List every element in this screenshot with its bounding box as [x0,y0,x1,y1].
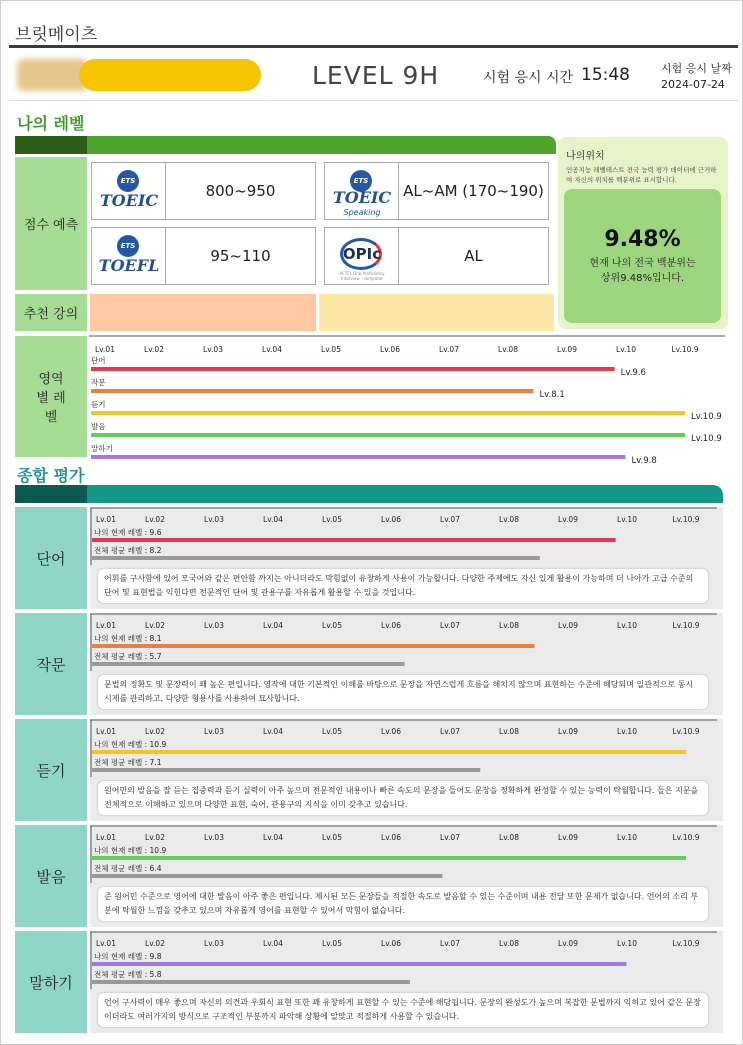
detail-chart-tick-label: Lv.06 [381,621,401,630]
detail-comment: 언어 구사력이 매우 좋으며 자신의 의견과 우회식 표현 또한 꽤 유창하게 표현할 수 있는 수준에 해당됩니다. 문장의 완성도가 높으며 복잡한 문법까지 익히고 있어 같은 문장이더라도 여러가지의 방식으로 구조적인 부분까지 파악해 상황에 알맞고 적절하게 사용할 수 있습니다. [98,993,708,1027]
position-percent: 9.48% [604,227,681,252]
detail-chart-tick-label: Lv.10.9 [672,833,700,842]
detail-chart-svg [90,613,723,673]
detail-chart-svg [90,931,723,991]
section-my-level-title: 나의 레벨 [17,114,85,133]
detail-chart-tick-label: Lv.03 [204,621,224,630]
course-label-text: 추천 강의 [23,307,79,322]
detail-chart-tick-label: Lv.03 [204,939,224,948]
detail-chart-tick-label: Lv.10 [617,515,637,524]
detail-chart-my-level-label: 나의 현재 레벨 : 10.9 [94,846,167,855]
detail-chart-tick-label: Lv.08 [499,621,519,630]
detail-chart-tick-label: Lv.05 [322,833,342,842]
detail-chart-tick-label: Lv.10.9 [672,515,700,524]
detail-chart-tick-label: Lv.02 [145,833,165,842]
area-chart-bar [91,367,615,371]
detail-label-text: 발음 [36,867,66,886]
area-chart-tick-label: Lv.09 [557,345,577,354]
ets-badge-icon: ETS [350,170,372,192]
detail-chart-tick-label: Lv.06 [381,727,401,736]
detail-chart-svg [90,507,723,567]
detail-chart-average-bar [92,874,442,878]
position-sub2: 상위9.48%입니다. [600,273,685,284]
course-label [15,294,87,331]
detail-chart-tick-label: Lv.02 [145,515,165,524]
toeic-speaking-logo [325,163,399,219]
detail-chart-tick-label: Lv.02 [145,939,165,948]
area-chart-tick-label: Lv.06 [380,345,400,354]
detail-panel [90,507,723,609]
header-divider [9,45,738,48]
detail-chart-my-level-bar [92,644,534,648]
detail-chart-tick-label: Lv.08 [499,939,519,948]
detail-comment: 어휘를 구사함에 있어 모국어와 같은 편안함 까지는 아니더라도 막힘없이 유창하게 사용이 가능합니다. 다양한 주제에도 자신 있게 활용이 가능하며 더 나아가 고급 수준의 단어 및 표현법을 익힌다면 전문적인 단어 및 관용구를 자유롭게 활용할 수 있을 것입니다. [98,569,708,603]
detail-chart-tick-label: Lv.10 [617,833,637,842]
detail-chart-svg [90,825,723,885]
area-level-chart [89,335,725,466]
area-chart-svg [89,335,725,466]
detail-label-text: 작문 [36,655,66,674]
detail-chart-tick-label: Lv.10 [617,727,637,736]
area-chart-value-label: Lv.10.9 [691,412,722,422]
detail-chart-tick-label: Lv.10 [617,939,637,948]
detail-chart-tick-label: Lv.09 [558,833,578,842]
detail-chart-tick-label: Lv.10 [617,621,637,630]
detail-chart-average-label: 전체 평균 레벨 : 5.7 [94,652,162,661]
area-chart-category-label: 듣기 [91,400,106,409]
area-chart-tick-label: Lv.10 [616,345,636,354]
detail-chart-tick-label: Lv.04 [263,939,283,948]
detail-panel [90,719,723,821]
detail-chart-tick-label: Lv.07 [440,727,460,736]
detail-chart-tick-label: Lv.08 [499,515,519,524]
area-label-text: 영역별 레벨 [36,372,66,425]
area-chart-tick-label: Lv.07 [439,345,459,354]
detail-chart-average-label: 전체 평균 레벨 : 7.1 [94,758,162,767]
area-chart-tick-label: Lv.04 [262,345,282,354]
recommended-course-1[interactable] [90,294,316,331]
toefl-logo-text: TOEFL [98,256,160,275]
area-chart-tick-label: Lv.01 [95,345,115,354]
toefl-score: 95~110 [210,247,271,265]
position-sub1: 현재 나의 전국 백분위는 [589,258,696,269]
detail-label [15,507,87,609]
detail-chart-tick-label: Lv.09 [558,727,578,736]
detail-chart-my-level-label: 나의 현재 레벨 : 9.8 [94,952,162,961]
level-title: LEVEL 9H [312,61,440,90]
detail-chart-my-level-label: 나의 현재 레벨 : 8.1 [94,634,162,643]
detail-chart-my-level-bar [92,962,626,966]
date-label: 시험 응시 날짜 [661,62,732,75]
detail-chart-tick-label: Lv.04 [263,621,283,630]
detail-chart-tick-label: Lv.03 [204,833,224,842]
detail-comment: 준 원어민 수준으로 영어에 대한 발음이 아주 좋은 편입니다. 제시된 모든 문장들을 적절한 속도로 발음할 수 있는 수준이며 내용 전달 또한 문제가 없습니다. 언어의 소리 부분에 탁월한 느낌을 갖추고 있으며 자유롭게 영어를 표현할 수 있어서 막힘이 없습니다. [98,887,708,921]
opic-logo-sub: ACTFL Oral Proficiency Interview - computer [339,271,385,281]
detail-chart-average-label: 전체 평균 레벨 : 6.4 [94,864,162,873]
toeic-speaking-card [324,162,549,220]
toeic-score: 800~950 [205,182,276,200]
detail-chart-tick-label: Lv.07 [440,515,460,524]
detail-chart-tick-label: Lv.05 [322,939,342,948]
score-label-text: 점수 예측 [23,218,79,233]
detail-chart-tick-label: Lv.04 [263,833,283,842]
detail-chart-tick-label: Lv.09 [558,515,578,524]
detail-chart-average-label: 전체 평균 레벨 : 5.8 [94,970,162,979]
area-label [15,336,87,457]
opic-score: AL [464,247,483,265]
detail-chart-tick-label: Lv.06 [381,515,401,524]
detail-chart-tick-label: Lv.05 [322,515,342,524]
detail-chart-tick-label: Lv.01 [96,515,116,524]
ets-badge-icon: ETS [117,170,139,192]
position-box [564,189,721,323]
toeic-card [91,162,316,220]
my-position-panel [558,137,728,329]
time-label: 시험 응시 시간 [483,70,574,86]
toeic-speaking-logo-text: TOEIC [332,188,392,207]
detail-chart-my-level-bar [92,538,616,542]
area-chart-tick-label: Lv.03 [203,345,223,354]
area-chart-value-label: Lv.10.9 [691,434,722,444]
detail-chart-tick-label: Lv.07 [440,833,460,842]
detail-chart-tick-label: Lv.09 [558,939,578,948]
detail-chart-tick-label: Lv.05 [322,727,342,736]
toeic-speaking-score: AL~AM (170~190) [403,182,544,200]
area-chart-category-label: 단어 [91,356,106,365]
detail-chart-tick-label: Lv.01 [96,727,116,736]
score-label [15,157,87,290]
detail-label [15,825,87,927]
detail-chart-tick-label: Lv.04 [263,515,283,524]
detail-chart-my-level-label: 나의 현재 레벨 : 9.6 [94,528,162,537]
detail-chart-my-level-bar [92,750,686,754]
section-band-2 [15,485,723,503]
detail-label [15,931,87,1033]
toeic-logo-text: TOEIC [99,191,159,210]
toeic-speaking-logo-sub: Speaking [343,208,381,217]
detail-comment: 원어민의 발음을 잘 듣는 집중력과 듣기 실력이 아주 높으며 전문적인 내용이나 빠른 속도의 문장을 들어도 문장을 정확하게 완성할 수 있는 능력이 탁월합니다. 들은 지문을 전체적으로 이해하고 있으며 다양한 표현, 숙어, 관용구의 지식을 이미 갖추고 있습니다. [98,781,708,815]
date-value: 2024-07-24 [661,78,725,91]
recommended-course-2[interactable] [319,294,554,331]
detail-label [15,719,87,821]
detail-label-text: 말하기 [29,973,73,992]
area-chart-category-label: 말하기 [91,444,113,453]
section-band [15,136,556,154]
detail-chart-tick-label: Lv.03 [204,727,224,736]
area-chart-category-label: 작문 [91,378,106,387]
detail-label-text: 듣기 [36,761,66,780]
brand-name: 브릿메이츠 [15,25,98,45]
detail-comment: 문법의 정확도 및 문장력이 꽤 높은 편입니다. 영작에 대한 기본적인 이해를 바탕으로 문장을 자연스럽게 흐름을 해치지 않으며 표현하는 수준에 해당되며 일관적으로 동시 시제를 관리하고, 다양한 형용사를 사용하여 묘사합니다. [98,675,708,709]
detail-chart-my-level-bar [92,856,686,860]
toefl-logo [92,228,166,284]
detail-chart-svg [90,719,723,779]
detail-chart-tick-label: Lv.01 [96,939,116,948]
detail-chart-tick-label: Lv.02 [145,727,165,736]
name-banner [79,59,261,91]
area-chart-bar [91,433,685,437]
detail-chart-tick-label: Lv.10.9 [672,727,700,736]
detail-panel [90,613,723,715]
ets-badge-icon: ETS [117,235,139,257]
detail-chart-tick-label: Lv.10.9 [672,621,700,630]
detail-label [15,613,87,715]
detail-chart-tick-label: Lv.07 [440,939,460,948]
detail-chart-tick-label: Lv.01 [96,621,116,630]
detail-chart-average-bar [92,662,405,666]
detail-chart-tick-label: Lv.09 [558,621,578,630]
detail-chart-tick-label: Lv.10.9 [672,939,700,948]
detail-label-text: 단어 [36,549,66,568]
area-chart-tick-label: Lv.10.9 [671,345,699,354]
detail-chart-tick-label: Lv.04 [263,727,283,736]
detail-chart-tick-label: Lv.07 [440,621,460,630]
detail-chart-tick-label: Lv.01 [96,833,116,842]
area-chart-value-label: Lv.9.6 [620,368,646,378]
detail-panel [90,825,723,927]
area-chart-value-label: Lv.9.8 [631,456,657,466]
detail-chart-average-bar [92,556,540,560]
blurred-name [17,59,87,91]
detail-chart-tick-label: Lv.03 [204,515,224,524]
detail-chart-tick-label: Lv.05 [322,621,342,630]
area-chart-tick-label: Lv.05 [321,345,341,354]
area-chart-bar [91,411,685,415]
section-overall-title: 종합 평가 [17,466,85,485]
opic-logo-text: OPIc [342,245,382,263]
area-chart-value-label: Lv.8.1 [539,390,565,400]
position-description: 인공지능 레벨테스트 전국 능력 평가 데이터에 근거하여 자신의 위치를 백분위로 표시합니다. [566,166,717,184]
toefl-card [91,227,316,285]
time-value: 15:48 [581,65,630,85]
detail-chart-average-label: 전체 평균 레벨 : 8.2 [94,546,162,555]
position-title: 나의위치 [566,151,605,162]
opic-logo [325,228,399,284]
divider [9,100,738,101]
area-chart-bar [91,389,533,393]
detail-chart-tick-label: Lv.08 [499,727,519,736]
detail-chart-average-bar [92,980,410,984]
detail-chart-tick-label: Lv.02 [145,621,165,630]
toeic-logo [92,163,166,219]
area-chart-tick-label: Lv.08 [498,345,518,354]
detail-chart-my-level-label: 나의 현재 레벨 : 10.9 [94,740,167,749]
detail-chart-tick-label: Lv.08 [499,833,519,842]
area-chart-category-label: 발음 [91,422,106,431]
detail-chart-average-bar [92,768,480,772]
area-chart-tick-label: Lv.02 [144,345,164,354]
area-chart-bar [91,455,625,459]
detail-chart-tick-label: Lv.06 [381,939,401,948]
opic-card [324,227,549,285]
detail-panel [90,931,723,1033]
detail-chart-tick-label: Lv.06 [381,833,401,842]
